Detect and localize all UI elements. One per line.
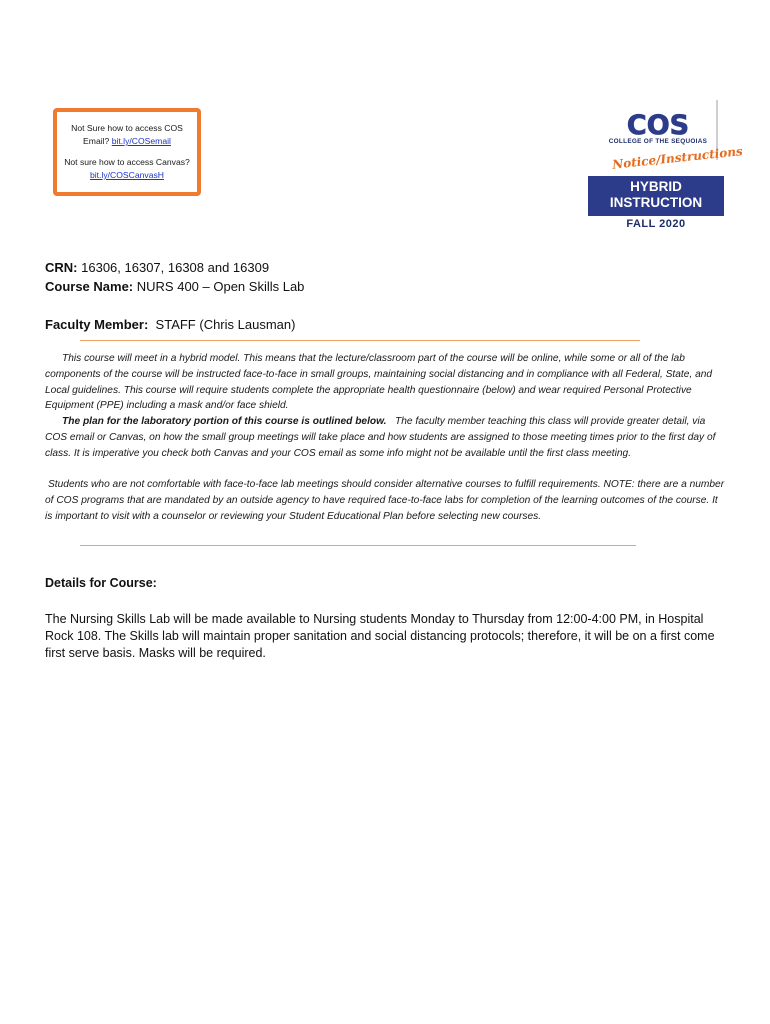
lab-plan-text: The faculty member teaching this class will provide greater detail, via COS email or Canvas, on how the small group meetings will take place and how students are assigned to those meeting times prior to the first day of class. It is imperative you check both Canvas and your COS email as some info might not be available until the first class meeting.	[45, 416, 716, 459]
cos-hybrid-instruction-logo	[588, 100, 744, 235]
cos-acronym: COS	[626, 110, 690, 138]
lab-plan-paragraph	[45, 414, 725, 461]
email-help-question: Not Sure how to access COS Email?	[71, 123, 183, 146]
email-help	[57, 122, 197, 148]
access-help-box	[53, 108, 201, 196]
course-name-value: NURS 400 – Open Skills Lab	[136, 279, 305, 294]
hybrid-line-2: INSTRUCTION	[609, 195, 703, 210]
crn-label: CRN:	[45, 260, 78, 275]
faculty-line	[45, 317, 295, 332]
cos-logo-text	[612, 110, 704, 138]
faculty-value: STAFF (Chris Lausman)	[155, 317, 296, 332]
top-divider	[80, 340, 640, 341]
canvas-help	[57, 156, 197, 182]
crn-value: 16306, 16307, 16308 and 16309	[81, 260, 270, 275]
college-name: COLLEGE OF THE SEQUOIAS	[608, 138, 708, 145]
course-name-line	[45, 279, 304, 294]
lab-plan-heading: The plan for the laboratory portion of this course is outlined below.	[62, 416, 387, 427]
notice-instructions-script: Notice/Instructions	[611, 144, 744, 172]
bottom-divider	[80, 545, 636, 546]
details-body: The Nursing Skills Lab will be made available to Nursing students Monday to Thursday from 12:00-4:00 PM, in Hospital Rock 108. The Skills lab will maintain proper sanitation and social distancing protocols; therefore, it will be on a first come first serve basis. Masks will be required.	[45, 612, 715, 660]
alternatives-paragraph: Students who are not comfortable with face-to-face lab meetings should consider alternative courses to fulfill requirements. NOTE: there are a number of COS programs that are mandated by an outside agency to have required face-to-face labs for completion of the learning outcomes of the course. It is important to visit with a counselor or reviewing your Student Educational Plan before selecting new courses.	[45, 479, 725, 522]
hybrid-line-1: HYBRID	[630, 179, 682, 194]
faculty-label: Faculty Member:	[45, 317, 149, 332]
cos-email-link[interactable]: bit.ly/COSemail	[111, 136, 171, 146]
course-name-label: Course Name:	[45, 279, 134, 294]
term-label: FALL 2020	[626, 218, 686, 230]
hybrid-instruction-banner	[588, 176, 724, 216]
hybrid-model-paragraph: This course will meet in a hybrid model. This means that the lecture/classroom part of the course will be online, while some or all of the lab components of the course will be instructed face-to-face in small groups, maintaining social distancing and in compliance with all Federal, State, and Local guidelines. This course will require students complete the appropriate health questionnaire (below) and wear required Personal Protective Equipment (PPE) including a mask and/or face shield.	[45, 353, 713, 412]
canvas-help-question: Not sure how to access Canvas?	[64, 157, 190, 167]
cos-canvas-link[interactable]: bit.ly/COSCanvasH	[89, 170, 165, 180]
crn-line	[45, 260, 269, 275]
details-heading: Details for Course:	[45, 576, 157, 590]
